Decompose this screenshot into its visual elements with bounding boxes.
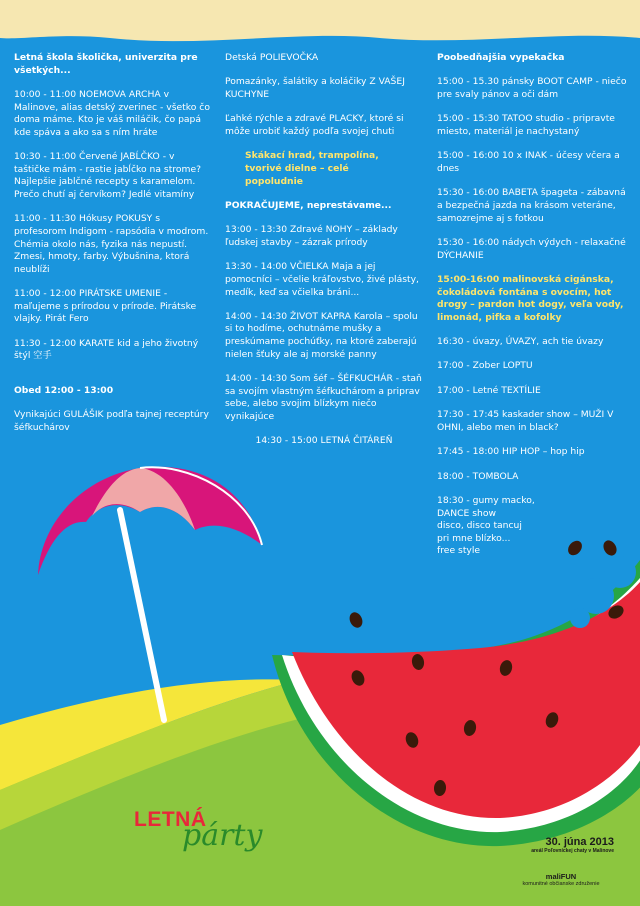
final-line: disco, disco tancuj bbox=[437, 520, 522, 532]
schedule-item: 10:30 - 11:00 Červené JABĹČKO - v taštičke mám - rastie jabĺčko na strome? Najlepšie jablčné recepty s karamelom. Prečo chutí aj červíkom? Jedlé vitamíny bbox=[14, 151, 201, 200]
schedule-column-midday bbox=[225, 52, 423, 460]
morning-heading: Letná škola školička, univerzita pre všetkých... bbox=[14, 52, 198, 76]
schedule-item: 11:00 - 12:00 PIRÁTSKE UMENIE - maľujeme s prírodou v prírode. Pirátske vlajky. Pirát Fero bbox=[14, 288, 197, 325]
schedule-item: 15:00 - 15:30 TATOO studio - pripravte miesto, materiál je nachystaný bbox=[437, 113, 615, 137]
afternoon-heading: Poobedňajšia vypekačka bbox=[437, 52, 565, 63]
schedule-item: 18:00 - TOMBOLA bbox=[437, 470, 519, 482]
title-word-letna: LETNÁ bbox=[134, 808, 207, 831]
schedule-item: 17:45 - 18:00 HIP HOP – hop hip bbox=[437, 446, 585, 458]
schedule-item: 11:00 - 11:30 Hókusy POKUSY s profesorom Indigom - rapsódia v modrom. Chémia okolo nás, fyzika nás nepustí. Zmesi, hmoty, farby. Výbušnina, ktorá neublíži bbox=[14, 213, 209, 275]
menu-item: Detská POLIEVOČKA bbox=[225, 52, 319, 63]
afternoon-attractions: Skákací hrad, trampolína, tvorivé dielne – celé popoludnie bbox=[245, 150, 379, 187]
schedule-item: 15:00 - 16:00 10 x INAK - účesy včera a dnes bbox=[437, 150, 620, 174]
event-venue: areál Poľovníckej chaty v Malinove bbox=[531, 848, 614, 854]
schedule-item: 15:30 - 16:00 nádych výdych - relaxačné DÝCHANIE bbox=[437, 236, 626, 261]
schedule-item: 13:30 - 14:00 VČIELKA Maja a jej pomocníci – včelie kráľovstvo, živé plásty, medík, keď sa včielka bráni... bbox=[225, 261, 419, 298]
food-highlight: 15:00-16:00 malinovská cigánska, čokoládová fontána s ovocím, hot drogy – pardon hot dogy, veľa vody, limonád, pifka a kofolky bbox=[437, 273, 624, 323]
schedule-item: 13:00 - 13:30 Zdravé NOHY – základy ľudskej stavby – zázrak prírody bbox=[225, 224, 398, 248]
event-date: 30. júna 2013 bbox=[545, 836, 614, 848]
schedule-item: 15:30 - 16:00 BABETA špageta - zábavná a bezpečná jazda na krásom veteráne, samozrejme aj s fotkou bbox=[437, 187, 626, 224]
schedule-item: 11:30 - 12:00 KARATE kid a jeho životný štýl 空手 bbox=[14, 337, 199, 362]
final-line: 18:30 - gumy macko, bbox=[437, 495, 535, 507]
menu-item: Ľahké rýchle a zdravé PLACKY, ktoré si môže urobiť každý podľa svojej chuti bbox=[225, 113, 404, 137]
schedule-item: 14:00 - 14:30 ŽIVOT KAPRA Karola – spolu si to hodíme, ochutnáme mušky a preskúmame pochúťky, na ktoré zaberajú nielen šťuky ale aj morské panny bbox=[225, 310, 418, 360]
schedule-item: 17:30 - 17:45 kaskader show – MUŽI V OHNI, alebo men in black? bbox=[437, 409, 614, 433]
schedule-item: 15:00 - 15.30 pánsky BOOT CAMP - niečo pre svaly pánov a oči dám bbox=[437, 76, 627, 100]
lunch-text: Vynikajúci GULÁŠIK podľa tajnej receptúry šéfkuchárov bbox=[14, 409, 209, 433]
organizer-description: komunitné občianske združenie bbox=[522, 881, 600, 887]
final-line: DANCE show bbox=[437, 507, 496, 519]
final-line: pri mne blízko... bbox=[437, 532, 511, 544]
schedule-column-afternoon bbox=[437, 52, 632, 558]
continue-heading: POKRAČUJEME, neprestávame... bbox=[225, 199, 392, 211]
schedule-item-last: 14:30 - 15:00 LETNÁ ČITÁREŇ bbox=[255, 435, 393, 447]
event-date-block bbox=[531, 836, 614, 854]
sand-strip bbox=[0, 0, 640, 41]
schedule-item: 16:30 - úvazy, ÚVAZY, ach tie úvazy bbox=[437, 336, 604, 348]
schedule-item: 17:00 - Zober LOPTU bbox=[437, 360, 533, 372]
title-word-party: párty bbox=[182, 818, 263, 853]
lunch-heading: Obed 12:00 - 13:00 bbox=[14, 384, 114, 396]
final-line: free style bbox=[437, 545, 481, 557]
schedule-item: 10:00 - 11:00 NOEMOVA ARCHA v Malinove, alias detský zverinec - všetko čo doma máme. Kto je váš miláčik, čo papá kde spáva a ako sa s ním hráte bbox=[14, 88, 210, 138]
schedule-item: 14:00 - 14:30 Som šéf – ŠÉFKUCHÁR - staň sa svojím vlastným šéfkuchárom a priprav sebe, alebo svojim blízkym niečo vynikajúce bbox=[225, 373, 422, 422]
organizer-name: maliFUN bbox=[545, 872, 577, 881]
schedule-item: 17:00 - Letné TEXTÍLIE bbox=[437, 384, 541, 396]
schedule-column-morning bbox=[14, 52, 210, 446]
schedule-item-final bbox=[437, 495, 632, 558]
menu-item: Pomazánky, šalátiky a koláčiky Z VAŠEJ KUCHYNE bbox=[225, 76, 405, 100]
organizer-block bbox=[506, 872, 616, 887]
event-title bbox=[132, 808, 332, 868]
